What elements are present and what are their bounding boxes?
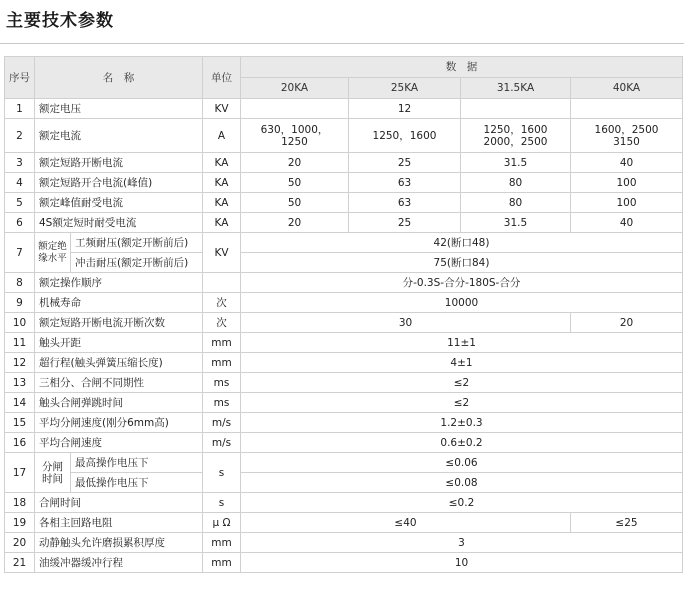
row-name: 额定峰值耐受电流 bbox=[35, 193, 203, 213]
table-row bbox=[5, 253, 683, 273]
table-row bbox=[5, 353, 683, 373]
row-value bbox=[241, 119, 349, 153]
header-col-25ka: 25KA bbox=[349, 78, 461, 99]
table-row bbox=[5, 273, 683, 293]
row-name: 机械寿命 bbox=[35, 293, 203, 313]
row-value: 20 bbox=[241, 153, 349, 173]
row-name: 额定短路开断电流 bbox=[35, 153, 203, 173]
row-unit: ms bbox=[203, 373, 241, 393]
row-seq: 12 bbox=[5, 353, 35, 373]
row-unit: ms bbox=[203, 393, 241, 413]
row-value: ≤40 bbox=[241, 513, 571, 533]
row-seq: 11 bbox=[5, 333, 35, 353]
row-unit: 次 bbox=[203, 313, 241, 333]
row-unit: KV bbox=[203, 233, 241, 273]
table-row bbox=[5, 513, 683, 533]
row-value: 42(断口48) bbox=[241, 233, 683, 253]
row-unit: mm bbox=[203, 553, 241, 573]
value-line: 1250 bbox=[281, 135, 308, 148]
row-seq: 14 bbox=[5, 393, 35, 413]
row-unit: KA bbox=[203, 153, 241, 173]
row-seq: 8 bbox=[5, 273, 35, 293]
table-row bbox=[5, 493, 683, 513]
row-value: 31.5 bbox=[461, 213, 571, 233]
row-value: 11±1 bbox=[241, 333, 683, 353]
row-name: 额定电压 bbox=[35, 99, 203, 119]
row-value: 1.2±0.3 bbox=[241, 413, 683, 433]
row-name: 平均合闸速度 bbox=[35, 433, 203, 453]
row-value: 0.6±0.2 bbox=[241, 433, 683, 453]
row-group-label bbox=[35, 233, 71, 273]
row-value: 10 bbox=[241, 553, 683, 573]
row-value bbox=[571, 99, 683, 119]
row-seq: 6 bbox=[5, 213, 35, 233]
table-row bbox=[5, 99, 683, 119]
row-unit: s bbox=[203, 493, 241, 513]
row-seq: 3 bbox=[5, 153, 35, 173]
row-value: 80 bbox=[461, 173, 571, 193]
page-title: 主要技术参数 bbox=[6, 11, 114, 31]
row-value: 100 bbox=[571, 193, 683, 213]
row-seq: 1 bbox=[5, 99, 35, 119]
row-name: 触头合闸弹跳时间 bbox=[35, 393, 203, 413]
row-seq: 5 bbox=[5, 193, 35, 213]
table-row bbox=[5, 373, 683, 393]
row-unit: μ Ω bbox=[203, 513, 241, 533]
row-value bbox=[461, 119, 571, 153]
row-unit: mm bbox=[203, 333, 241, 353]
row-seq: 9 bbox=[5, 293, 35, 313]
row-unit: KA bbox=[203, 213, 241, 233]
table-row bbox=[5, 293, 683, 313]
row-name: 动静触头允许磨损累积厚度 bbox=[35, 533, 203, 553]
spec-table bbox=[4, 56, 683, 573]
value-line: 1250，1600 bbox=[483, 123, 548, 136]
row-unit: KV bbox=[203, 99, 241, 119]
row-value: 30 bbox=[241, 313, 571, 333]
row-unit: 次 bbox=[203, 293, 241, 313]
row-value: 25 bbox=[349, 213, 461, 233]
row-subname: 工频耐压(额定开断前后) bbox=[71, 233, 203, 253]
row-unit bbox=[203, 273, 241, 293]
table-row bbox=[5, 453, 683, 473]
row-unit: m/s bbox=[203, 413, 241, 433]
header-col-20ka: 20KA bbox=[241, 78, 349, 99]
row-subname: 最低操作电压下 bbox=[71, 473, 203, 493]
row-name: 油缓冲器缓冲行程 bbox=[35, 553, 203, 573]
row-seq: 17 bbox=[5, 453, 35, 493]
row-value: ≤0.2 bbox=[241, 493, 683, 513]
row-unit: mm bbox=[203, 533, 241, 553]
row-name: 三相分、合闸不同期性 bbox=[35, 373, 203, 393]
table-row bbox=[5, 153, 683, 173]
group-line: 额定绝 bbox=[38, 240, 67, 252]
row-unit: mm bbox=[203, 353, 241, 373]
table-row bbox=[5, 473, 683, 493]
header-unit: 单位 bbox=[203, 57, 241, 99]
value-line: 2000，2500 bbox=[483, 135, 548, 148]
row-seq: 16 bbox=[5, 433, 35, 453]
row-value: 40 bbox=[571, 153, 683, 173]
value-line: 630，1000， bbox=[260, 123, 329, 136]
row-unit: KA bbox=[203, 173, 241, 193]
row-value: 31.5 bbox=[461, 153, 571, 173]
header-col-31ka: 31.5KA bbox=[461, 78, 571, 99]
table-row bbox=[5, 313, 683, 333]
row-name: 额定操作顺序 bbox=[35, 273, 203, 293]
row-value: 100 bbox=[571, 173, 683, 193]
value-line: 1600，2500 bbox=[594, 123, 659, 136]
group-line: 时间 bbox=[42, 472, 63, 485]
row-value bbox=[461, 99, 571, 119]
table-row bbox=[5, 119, 683, 153]
row-seq: 4 bbox=[5, 173, 35, 193]
row-group-label bbox=[35, 453, 71, 493]
row-value: 20 bbox=[241, 213, 349, 233]
row-seq: 15 bbox=[5, 413, 35, 433]
row-unit: A bbox=[203, 119, 241, 153]
row-seq: 18 bbox=[5, 493, 35, 513]
table-row bbox=[5, 553, 683, 573]
row-name: 额定短路开合电流(峰值) bbox=[35, 173, 203, 193]
row-name: 平均分闸速度(刚分6mm高) bbox=[35, 413, 203, 433]
row-value: ≤25 bbox=[571, 513, 683, 533]
value-line: 3150 bbox=[613, 135, 640, 148]
row-seq: 19 bbox=[5, 513, 35, 533]
row-name: 合闸时间 bbox=[35, 493, 203, 513]
row-seq: 13 bbox=[5, 373, 35, 393]
row-value bbox=[241, 99, 349, 119]
row-name: 触头开距 bbox=[35, 333, 203, 353]
row-seq: 7 bbox=[5, 233, 35, 273]
row-name: 各相主回路电阻 bbox=[35, 513, 203, 533]
table-row bbox=[5, 433, 683, 453]
row-value: ≤2 bbox=[241, 393, 683, 413]
row-value bbox=[571, 119, 683, 153]
row-value: 63 bbox=[349, 173, 461, 193]
row-value: 40 bbox=[571, 213, 683, 233]
table-row bbox=[5, 173, 683, 193]
header-name: 名 称 bbox=[35, 57, 203, 99]
row-value: 20 bbox=[571, 313, 683, 333]
row-seq: 10 bbox=[5, 313, 35, 333]
row-value: 10000 bbox=[241, 293, 683, 313]
row-value: ≤2 bbox=[241, 373, 683, 393]
row-name: 超行程(触头弹簧压缩长度) bbox=[35, 353, 203, 373]
header-data: 数 据 bbox=[241, 57, 683, 78]
row-value: 3 bbox=[241, 533, 683, 553]
table-row bbox=[5, 333, 683, 353]
row-unit: m/s bbox=[203, 433, 241, 453]
row-seq: 20 bbox=[5, 533, 35, 553]
row-value: 63 bbox=[349, 193, 461, 213]
row-value: ≤0.08 bbox=[241, 473, 683, 493]
table-row bbox=[5, 413, 683, 433]
row-name: 4S额定短时耐受电流 bbox=[35, 213, 203, 233]
group-line: 缘水平 bbox=[38, 252, 67, 264]
table-row bbox=[5, 393, 683, 413]
table-row bbox=[5, 533, 683, 553]
row-value: 80 bbox=[461, 193, 571, 213]
row-value: 50 bbox=[241, 173, 349, 193]
row-unit: KA bbox=[203, 193, 241, 213]
table-row bbox=[5, 233, 683, 253]
row-value: 1250，1600 bbox=[349, 119, 461, 153]
row-subname: 冲击耐压(额定开断前后) bbox=[71, 253, 203, 273]
row-value: ≤0.06 bbox=[241, 453, 683, 473]
row-value: 12 bbox=[349, 99, 461, 119]
row-seq: 21 bbox=[5, 553, 35, 573]
header-col-40ka: 40KA bbox=[571, 78, 683, 99]
group-line: 分闸 bbox=[42, 460, 63, 473]
title-divider bbox=[0, 43, 684, 44]
row-seq: 2 bbox=[5, 119, 35, 153]
table-row bbox=[5, 213, 683, 233]
header-seq: 序号 bbox=[5, 57, 35, 99]
row-unit: s bbox=[203, 453, 241, 493]
table-row bbox=[5, 193, 683, 213]
row-value: 50 bbox=[241, 193, 349, 213]
row-subname: 最高操作电压下 bbox=[71, 453, 203, 473]
row-name: 额定短路开断电流开断次数 bbox=[35, 313, 203, 333]
row-value: 25 bbox=[349, 153, 461, 173]
row-name: 额定电流 bbox=[35, 119, 203, 153]
row-value: 4±1 bbox=[241, 353, 683, 373]
row-value: 分-0.3S-合分-180S-合分 bbox=[241, 273, 683, 293]
row-value: 75(断口84) bbox=[241, 253, 683, 273]
